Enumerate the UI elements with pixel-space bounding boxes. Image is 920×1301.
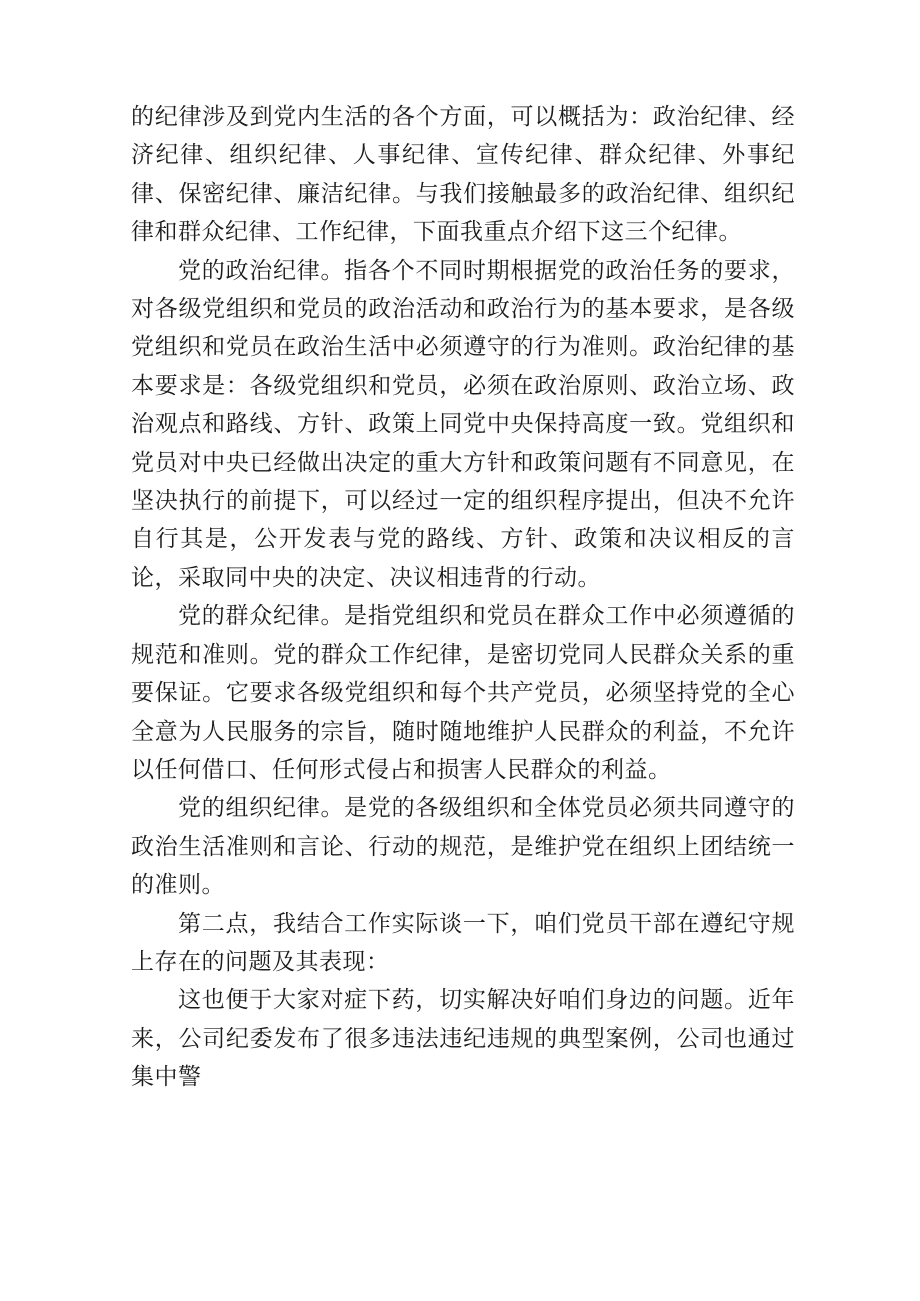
paragraph-case-studies: 这也便于大家对症下药，切实解决好咱们身边的问题。近年来，公司纪委发布了很多违法违纪违规的典型案例，公司也通过集中警 bbox=[131, 987, 795, 1091]
paragraph-organizational-discipline: 党的组织纪律。是党的各级组织和全体党员必须共同遵守的政治生活准则和言论、行动的规范，是维护党在组织上团结统一的准则。 bbox=[131, 795, 795, 899]
paragraph-second-point: 第二点，我结合工作实际谈一下，咱们党员干部在遵纪守规上存在的问题及其表现： bbox=[131, 910, 795, 975]
paragraph-continued-discipline-list: 的纪律涉及到党内生活的各个方面，可以概括为：政治纪律、经济纪律、组织纪律、人事纪律、宣传纪律、群众纪律、外事纪律、保密纪律、廉洁纪律。与我们接触最多的政治纪律、组织纪律和群众纪律、工作纪律，下面我重点介绍下这三个纪律。 bbox=[131, 104, 795, 246]
document-page bbox=[131, 98, 795, 1097]
paragraph-mass-discipline: 党的群众纪律。是指党组织和党员在群众工作中必须遵循的规范和准则。党的群众工作纪律，是密切党同人民群众关系的重要保证。它要求各级党组织和每个共产党员，必须坚持党的全心全意为人民服务的宗旨，随时随地维护人民群众的利益，不允许以任何借口、任何形式侵占和损害人民群众的利益。 bbox=[131, 603, 795, 783]
paragraph-political-discipline: 党的政治纪律。指各个不同时期根据党的政治任务的要求，对各级党组织和党员的政治活动和政治行为的基本要求，是各级党组织和党员在政治生活中必须遵守的行为准则。政治纪律的基本要求是：各级党组织和党员，必须在政治原则、政治立场、政治观点和路线、方针、政策上同党中央保持高度一致。党组织和党员对中央已经做出决定的重大方针和政策问题有不同意见，在坚决执行的前提下，可以经过一定的组织程序提出，但决不允许自行其是，公开发表与党的路线、方针、政策和决议相反的言论，采取同中央的决定、决议相违背的行动。 bbox=[131, 257, 795, 591]
